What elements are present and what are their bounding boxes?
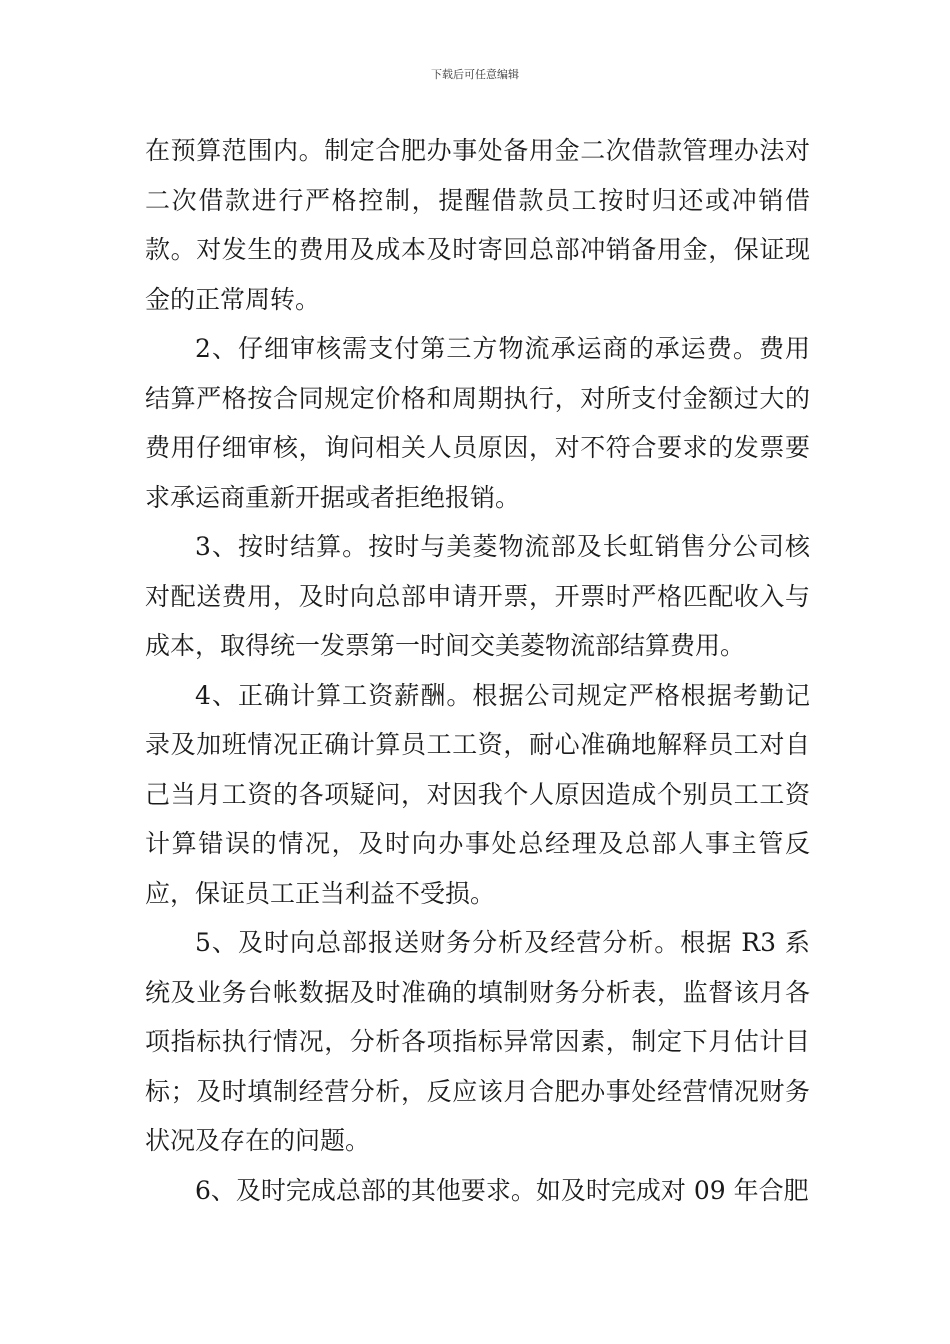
paragraph-4: 4、正确计算工资薪酬。根据公司规定严格根据考勤记录及加班情况正确计算员工工资，耐心准确地解释员工对自己当月工资的各项疑问，对因我个人原因造成个别员工工资计算错误的情况，及时向办事处总经理及总部人事主管反应，保证员工正当利益不受损。 <box>145 680 810 908</box>
paragraph-1: 在预算范围内。制定合肥办事处备用金二次借款管理办法对二次借款进行严格控制，提醒借款员工按时归还或冲销借款。对发生的费用及成本及时寄回总部冲销备用金，保证现金的正常周转。 <box>145 136 810 314</box>
document-body <box>145 126 810 1215</box>
paragraph-3: 3、按时结算。按时与美菱物流部及长虹销售分公司核对配送费用，及时向总部申请开票，开票时严格匹配收入与成本，取得统一发票第一时间交美菱物流部结算费用。 <box>145 532 810 660</box>
paragraph-6: 6、及时完成总部的其他要求。如及时完成对 09 年合肥 <box>195 1175 809 1205</box>
page-header: 下载后可任意编辑 <box>431 68 519 81</box>
paragraph-5: 5、及时向总部报送财务分析及经营分析。根据 R3 系统及业务台帐数据及时准确的填制财务分析表，监督该月各项指标执行情况，分析各项指标异常因素，制定下月估计目标；及时填制经营分析，反应该月合肥办事处经营情况财务状况及存在的问题。 <box>145 928 810 1155</box>
paragraph-2: 2、仔细审核需支付第三方物流承运商的承运费。费用结算严格按合同规定价格和周期执行，对所支付金额过大的费用仔细审核，询问相关人员原因，对不符合要求的发票要求承运商重新开据或者拒绝报销。 <box>145 334 810 512</box>
